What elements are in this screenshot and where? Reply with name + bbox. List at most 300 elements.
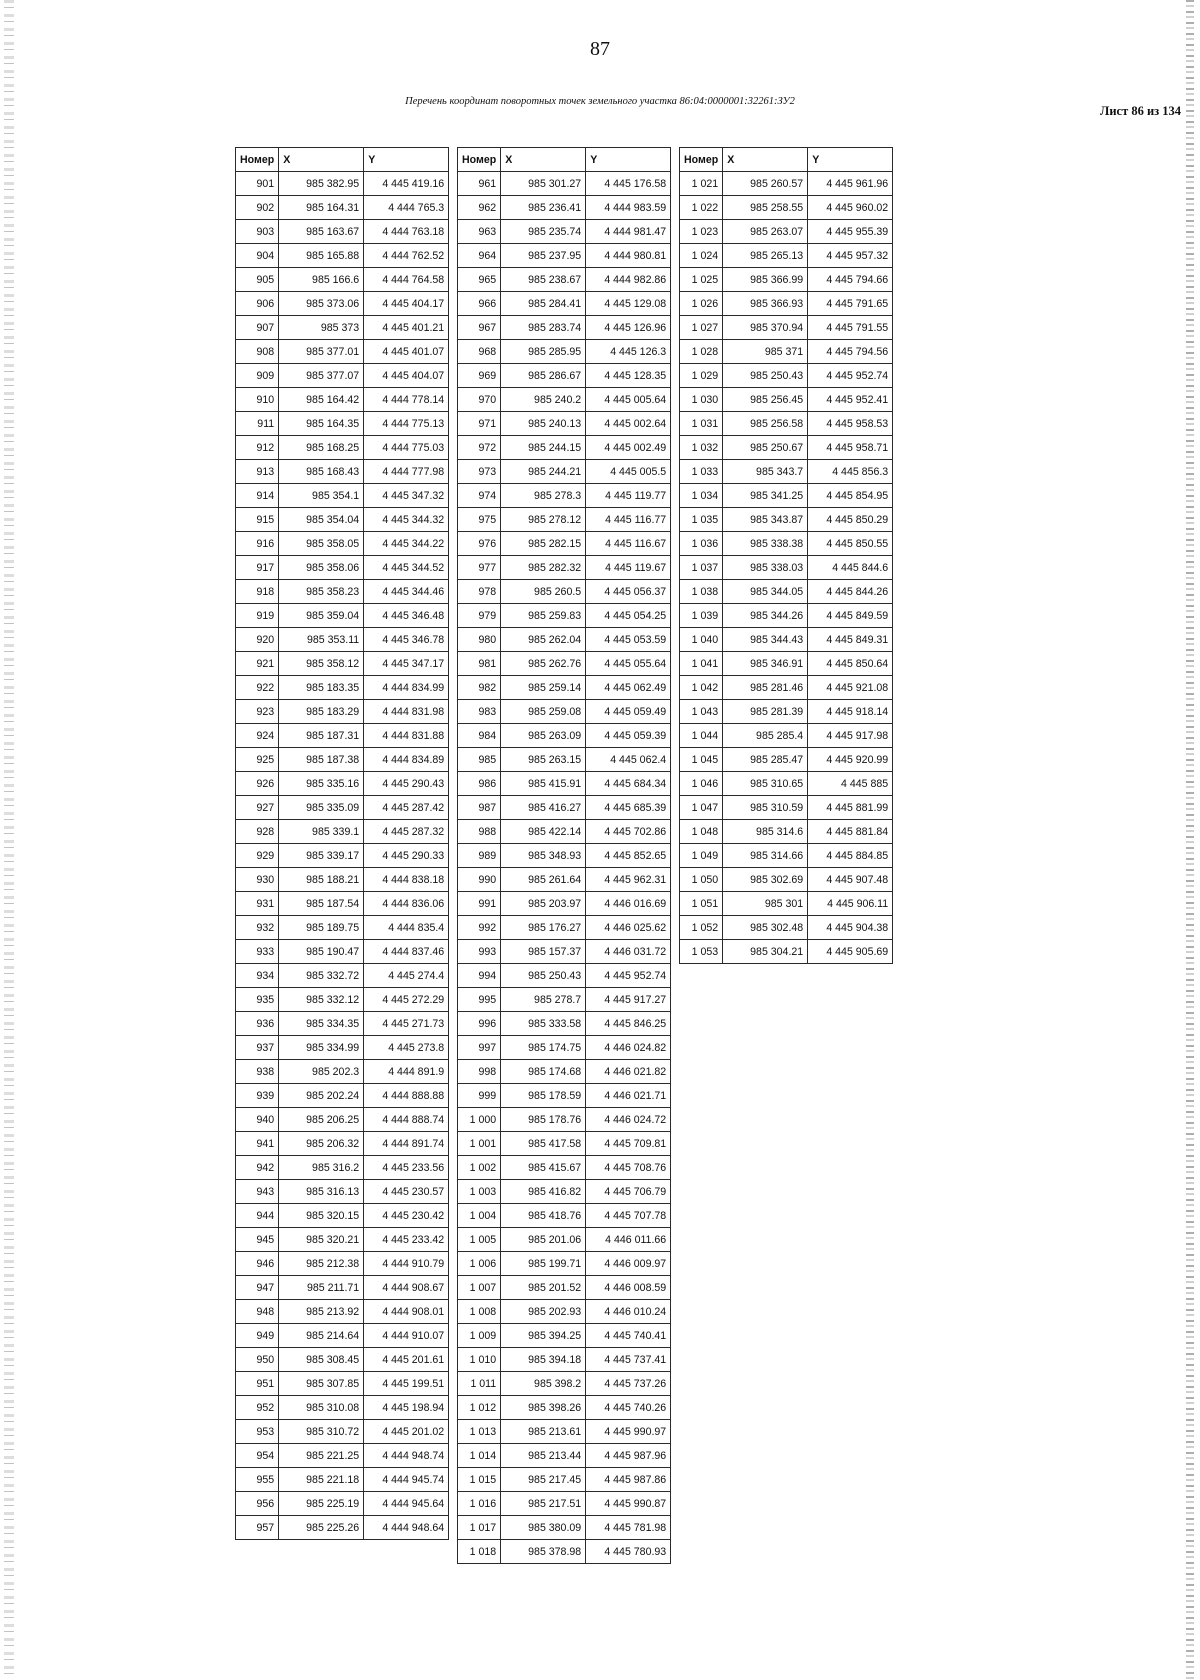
coordinate-y: 4 446 010.24	[586, 1300, 671, 1324]
point-number: 988	[458, 820, 501, 844]
point-number: 916	[236, 532, 279, 556]
point-number: 989	[458, 844, 501, 868]
point-number: 947	[236, 1276, 279, 1300]
table-row	[236, 1324, 449, 1348]
table-row	[680, 748, 893, 772]
coordinate-x: 985 282.32	[501, 556, 586, 580]
coordinate-y: 4 445 881.84	[808, 820, 893, 844]
table-row	[236, 1420, 449, 1444]
coordinate-y: 4 445 287.42	[364, 796, 449, 820]
coordinate-y: 4 445 740.26	[586, 1396, 671, 1420]
point-number: 1 002	[458, 1156, 501, 1180]
table-row	[680, 556, 893, 580]
point-number: 1 023	[680, 220, 723, 244]
point-number: 937	[236, 1036, 279, 1060]
point-number: 997	[458, 1036, 501, 1060]
table-row	[236, 796, 449, 820]
point-number: 911	[236, 412, 279, 436]
table-row	[680, 628, 893, 652]
coordinate-y: 4 445 290.43	[364, 772, 449, 796]
coordinate-y: 4 445 053.59	[586, 628, 671, 652]
coordinate-x: 985 236.41	[501, 196, 586, 220]
coordinate-y: 4 445 198.94	[364, 1396, 449, 1420]
table-row	[236, 1396, 449, 1420]
table-row	[458, 364, 671, 388]
coordinate-x: 985 353.11	[279, 628, 364, 652]
coordinate-x: 985 354.04	[279, 508, 364, 532]
coordinate-y: 4 445 059.39	[586, 724, 671, 748]
coordinate-y: 4 445 907.48	[808, 868, 893, 892]
coordinate-x: 985 302.69	[723, 868, 808, 892]
coordinate-x: 985 203.97	[501, 892, 586, 916]
point-number: 1 017	[458, 1516, 501, 1540]
coordinate-x: 985 201.06	[501, 1228, 586, 1252]
table-row	[458, 508, 671, 532]
table-row	[236, 1036, 449, 1060]
coordinate-x: 985 189.75	[279, 916, 364, 940]
coordinate-y: 4 445 961.96	[808, 172, 893, 196]
coordinate-y: 4 445 850.29	[808, 508, 893, 532]
coordinate-y: 4 444 765.3	[364, 196, 449, 220]
coordinate-x: 985 333.58	[501, 1012, 586, 1036]
point-number: 954	[236, 1444, 279, 1468]
point-number: 968	[458, 340, 501, 364]
point-number: 1 030	[680, 388, 723, 412]
coordinate-y: 4 445 344.32	[364, 508, 449, 532]
coordinate-y: 4 445 346.78	[364, 628, 449, 652]
coordinate-x: 985 307.85	[279, 1372, 364, 1396]
point-number: 913	[236, 460, 279, 484]
coordinate-y: 4 444 910.07	[364, 1324, 449, 1348]
table-row	[236, 700, 449, 724]
point-number: 939	[236, 1084, 279, 1108]
coordinate-x: 985 380.09	[501, 1516, 586, 1540]
coordinate-y: 4 445 201.61	[364, 1348, 449, 1372]
point-number: 965	[458, 268, 501, 292]
table-row	[680, 292, 893, 316]
coordinate-y: 4 445 344.22	[364, 532, 449, 556]
point-number: 981	[458, 652, 501, 676]
coordinate-y: 4 445 850.55	[808, 532, 893, 556]
page-number: 87	[590, 38, 610, 60]
coordinate-y: 4 444 891.9	[364, 1060, 449, 1084]
coordinate-x: 985 265.13	[723, 244, 808, 268]
point-number: 971	[458, 412, 501, 436]
table-row	[680, 196, 893, 220]
coordinate-y: 4 445 952.74	[808, 364, 893, 388]
table-row	[236, 412, 449, 436]
header-y: Y	[364, 148, 449, 172]
coordinate-y: 4 446 031.72	[586, 940, 671, 964]
coordinate-x: 985 304.21	[723, 940, 808, 964]
coordinate-y: 4 446 024.82	[586, 1036, 671, 1060]
coordinate-x: 985 422.14	[501, 820, 586, 844]
point-number: 933	[236, 940, 279, 964]
point-number: 1 011	[458, 1372, 501, 1396]
document-title: Перечень координат поворотных точек земельного участка 86:04:0000001:32261:ЗУ2	[405, 96, 795, 107]
coordinate-x: 985 310.72	[279, 1420, 364, 1444]
table-row	[458, 412, 671, 436]
point-number: 1 042	[680, 676, 723, 700]
table-row	[236, 1492, 449, 1516]
coordinate-x: 985 244.15	[501, 436, 586, 460]
coordinate-y: 4 446 021.71	[586, 1084, 671, 1108]
coordinate-y: 4 445 273.8	[364, 1036, 449, 1060]
point-number: 998	[458, 1060, 501, 1084]
coordinate-y: 4 444 982.86	[586, 268, 671, 292]
header-y: Y	[808, 148, 893, 172]
point-number: 1 016	[458, 1492, 501, 1516]
coordinate-y: 4 445 272.29	[364, 988, 449, 1012]
coordinate-y: 4 444 981.47	[586, 220, 671, 244]
coordinate-y: 4 445 921.08	[808, 676, 893, 700]
coordinate-y: 4 445 344.52	[364, 556, 449, 580]
table-row	[236, 1132, 449, 1156]
point-number: 915	[236, 508, 279, 532]
point-number: 1 021	[680, 172, 723, 196]
coordinate-x: 985 343.87	[723, 508, 808, 532]
coordinate-y: 4 444 835.4	[364, 916, 449, 940]
coordinate-x: 985 346.91	[723, 652, 808, 676]
table-row	[236, 964, 449, 988]
point-number: 1 025	[680, 268, 723, 292]
point-number: 1 041	[680, 652, 723, 676]
point-number: 1 049	[680, 844, 723, 868]
coordinate-y: 4 445 987.96	[586, 1444, 671, 1468]
coordinate-y: 4 445 404.17	[364, 292, 449, 316]
coordinate-y: 4 445 199.51	[364, 1372, 449, 1396]
table-row	[236, 724, 449, 748]
point-number: 948	[236, 1300, 279, 1324]
point-number: 930	[236, 868, 279, 892]
coordinate-x: 985 373	[279, 316, 364, 340]
coordinate-y: 4 445 230.42	[364, 1204, 449, 1228]
table-row	[458, 1252, 671, 1276]
table-row	[680, 772, 893, 796]
coordinate-x: 985 285.4	[723, 724, 808, 748]
table-row	[458, 1300, 671, 1324]
table-row	[458, 556, 671, 580]
coordinate-x: 985 190.47	[279, 940, 364, 964]
point-number: 907	[236, 316, 279, 340]
coordinate-y: 4 444 891.74	[364, 1132, 449, 1156]
coordinate-x: 985 358.05	[279, 532, 364, 556]
coordinate-x: 985 366.99	[723, 268, 808, 292]
table-row	[236, 172, 449, 196]
coordinate-x: 985 183.29	[279, 700, 364, 724]
coordinate-x: 985 244.21	[501, 460, 586, 484]
coordinate-y: 4 445 737.41	[586, 1348, 671, 1372]
coordinate-y: 4 445 794.56	[808, 340, 893, 364]
point-number: 1 051	[680, 892, 723, 916]
table-row	[236, 1060, 449, 1084]
coordinate-y: 4 444 945.64	[364, 1492, 449, 1516]
point-number: 992	[458, 916, 501, 940]
point-number: 923	[236, 700, 279, 724]
point-number: 905	[236, 268, 279, 292]
coordinate-y: 4 445 844.26	[808, 580, 893, 604]
table-row	[458, 1012, 671, 1036]
coordinate-y: 4 445 958.53	[808, 412, 893, 436]
coordinate-x: 985 259.08	[501, 700, 586, 724]
table-row	[458, 892, 671, 916]
coordinate-y: 4 444 888.74	[364, 1108, 449, 1132]
coordinate-x: 985 202.3	[279, 1060, 364, 1084]
coordinate-x: 985 339.1	[279, 820, 364, 844]
point-number: 940	[236, 1108, 279, 1132]
point-number: 949	[236, 1324, 279, 1348]
table-row	[236, 1276, 449, 1300]
point-number: 901	[236, 172, 279, 196]
point-number: 936	[236, 1012, 279, 1036]
coordinate-y: 4 445 685.39	[586, 796, 671, 820]
point-number: 984	[458, 724, 501, 748]
point-number: 942	[236, 1156, 279, 1180]
coordinate-x: 985 168.25	[279, 436, 364, 460]
point-number: 953	[236, 1420, 279, 1444]
point-number: 903	[236, 220, 279, 244]
point-number: 912	[236, 436, 279, 460]
coordinate-y: 4 445 884.85	[808, 844, 893, 868]
point-number: 929	[236, 844, 279, 868]
table-row	[236, 508, 449, 532]
table-row	[458, 1276, 671, 1300]
table-header-row	[680, 148, 893, 172]
coordinate-x: 985 398.2	[501, 1372, 586, 1396]
point-number: 909	[236, 364, 279, 388]
coordinate-y: 4 444 775.13	[364, 412, 449, 436]
table-header-row	[236, 148, 449, 172]
coordinate-y: 4 445 054.25	[586, 604, 671, 628]
table-row	[680, 436, 893, 460]
table-row	[458, 964, 671, 988]
coordinate-x: 985 212.38	[279, 1252, 364, 1276]
coordinate-y: 4 444 831.88	[364, 724, 449, 748]
point-number: 1 031	[680, 412, 723, 436]
table-row	[680, 172, 893, 196]
table-row	[236, 556, 449, 580]
coordinate-y: 4 445 290.33	[364, 844, 449, 868]
point-number: 1 010	[458, 1348, 501, 1372]
coordinate-x: 985 250.43	[723, 364, 808, 388]
table-row	[458, 724, 671, 748]
coordinate-x: 985 281.39	[723, 700, 808, 724]
coordinate-y: 4 445 737.26	[586, 1372, 671, 1396]
table-row	[680, 484, 893, 508]
coordinate-x: 985 213.44	[501, 1444, 586, 1468]
coordinate-y: 4 445 274.4	[364, 964, 449, 988]
table-row	[236, 1084, 449, 1108]
table-row	[680, 364, 893, 388]
coordinate-x: 985 261.64	[501, 868, 586, 892]
point-number: 987	[458, 796, 501, 820]
coordinate-x: 985 320.21	[279, 1228, 364, 1252]
coordinate-y: 4 445 856.3	[808, 460, 893, 484]
point-number: 1 035	[680, 508, 723, 532]
point-number: 1 044	[680, 724, 723, 748]
header-number: Номер	[680, 148, 723, 172]
coordinate-x: 985 359.04	[279, 604, 364, 628]
coordinate-y: 4 444 836.06	[364, 892, 449, 916]
point-number: 945	[236, 1228, 279, 1252]
coordinate-x: 985 165.88	[279, 244, 364, 268]
point-number: 975	[458, 508, 501, 532]
point-number: 910	[236, 388, 279, 412]
coordinate-x: 985 371	[723, 340, 808, 364]
table-row	[458, 244, 671, 268]
table-row	[458, 772, 671, 796]
point-number: 943	[236, 1180, 279, 1204]
coordinate-y: 4 445 962.31	[586, 868, 671, 892]
table-row	[236, 628, 449, 652]
coordinate-y: 4 445 958.71	[808, 436, 893, 460]
coordinate-x: 985 176.27	[501, 916, 586, 940]
point-number: 938	[236, 1060, 279, 1084]
coordinate-y: 4 444 764.58	[364, 268, 449, 292]
table-row	[458, 1348, 671, 1372]
table-row	[458, 820, 671, 844]
coordinate-x: 985 164.42	[279, 388, 364, 412]
table-row	[680, 316, 893, 340]
coordinate-y: 4 445 881.99	[808, 796, 893, 820]
coordinate-x: 985 240.13	[501, 412, 586, 436]
table-row	[680, 268, 893, 292]
coordinate-x: 985 262.04	[501, 628, 586, 652]
coordinate-y: 4 445 905.69	[808, 940, 893, 964]
table-row	[458, 844, 671, 868]
table-row	[680, 388, 893, 412]
coordinate-y: 4 445 005.5	[586, 460, 671, 484]
point-number: 986	[458, 772, 501, 796]
coordinate-y: 4 445 119.77	[586, 484, 671, 508]
coordinate-x: 985 237.95	[501, 244, 586, 268]
sheet-label: Лист 86 из 134	[1100, 104, 1182, 118]
point-number: 931	[236, 892, 279, 916]
table-row	[236, 436, 449, 460]
table-row	[236, 772, 449, 796]
coordinate-x: 985 284.41	[501, 292, 586, 316]
point-number: 934	[236, 964, 279, 988]
coordinate-x: 985 370.94	[723, 316, 808, 340]
table-row	[236, 484, 449, 508]
coordinate-y: 4 445 955.39	[808, 220, 893, 244]
point-number: 1 004	[458, 1204, 501, 1228]
coordinate-x: 985 310.65	[723, 772, 808, 796]
table-row	[458, 1492, 671, 1516]
coordinate-x: 985 164.35	[279, 412, 364, 436]
point-number: 963	[458, 220, 501, 244]
coordinate-x: 985 206.32	[279, 1132, 364, 1156]
table-row	[236, 1012, 449, 1036]
table-row	[458, 988, 671, 1012]
coordinate-y: 4 445 287.32	[364, 820, 449, 844]
point-number: 920	[236, 628, 279, 652]
coordinate-x: 985 394.25	[501, 1324, 586, 1348]
table-row	[680, 700, 893, 724]
table-row	[236, 1180, 449, 1204]
point-number: 976	[458, 532, 501, 556]
point-number: 924	[236, 724, 279, 748]
coordinate-y: 4 446 016.69	[586, 892, 671, 916]
point-number: 1 005	[458, 1228, 501, 1252]
point-number: 921	[236, 652, 279, 676]
coordinate-y: 4 444 834.99	[364, 676, 449, 700]
coordinate-x: 985 240.2	[501, 388, 586, 412]
coordinate-x: 985 416.82	[501, 1180, 586, 1204]
coordinate-y: 4 445 917.27	[586, 988, 671, 1012]
coordinate-x: 985 332.12	[279, 988, 364, 1012]
table-row	[236, 340, 449, 364]
point-number: 1 003	[458, 1180, 501, 1204]
coordinate-x: 985 199.71	[501, 1252, 586, 1276]
coordinate-y: 4 445 987.86	[586, 1468, 671, 1492]
coordinate-x: 985 415.67	[501, 1156, 586, 1180]
coordinate-y: 4 446 024.72	[586, 1108, 671, 1132]
coordinate-y: 4 445 059.49	[586, 700, 671, 724]
coordinate-y: 4 444 834.89	[364, 748, 449, 772]
point-number: 1 022	[680, 196, 723, 220]
coordinate-y: 4 445 684.34	[586, 772, 671, 796]
coordinate-y: 4 445 906.11	[808, 892, 893, 916]
table-row	[680, 844, 893, 868]
table-row	[458, 652, 671, 676]
coordinate-y: 4 445 116.67	[586, 532, 671, 556]
point-number: 906	[236, 292, 279, 316]
coordinate-y: 4 445 055.64	[586, 652, 671, 676]
coordinate-x: 985 344.05	[723, 580, 808, 604]
coordinate-x: 985 308.45	[279, 1348, 364, 1372]
point-number: 1 007	[458, 1276, 501, 1300]
table-row	[236, 1468, 449, 1492]
coordinate-y: 4 445 854.95	[808, 484, 893, 508]
coordinate-x: 985 157.37	[501, 940, 586, 964]
table-row	[680, 412, 893, 436]
coordinate-x: 985 344.43	[723, 628, 808, 652]
coordinate-y: 4 444 888.88	[364, 1084, 449, 1108]
coordinate-y: 4 444 908.67	[364, 1276, 449, 1300]
table-row	[236, 244, 449, 268]
coordinate-x: 985 235.74	[501, 220, 586, 244]
coordinate-y: 4 445 740.41	[586, 1324, 671, 1348]
table-row	[236, 892, 449, 916]
coordinate-y: 4 444 762.52	[364, 244, 449, 268]
header-y: Y	[586, 148, 671, 172]
coordinate-x: 985 373.06	[279, 292, 364, 316]
coordinate-y: 4 446 025.62	[586, 916, 671, 940]
table-row	[680, 460, 893, 484]
point-number: 955	[236, 1468, 279, 1492]
coordinate-x: 985 258.55	[723, 196, 808, 220]
coordinate-y: 4 445 062.4	[586, 748, 671, 772]
coordinate-x: 985 221.18	[279, 1468, 364, 1492]
table-row	[458, 1036, 671, 1060]
table-row	[458, 676, 671, 700]
table-row	[458, 940, 671, 964]
point-number: 1 033	[680, 460, 723, 484]
table-row	[680, 580, 893, 604]
coordinate-y: 4 445 920.99	[808, 748, 893, 772]
table-row	[680, 820, 893, 844]
point-number: 1 000	[458, 1108, 501, 1132]
point-number: 922	[236, 676, 279, 700]
point-number: 1 045	[680, 748, 723, 772]
coordinate-x: 985 256.58	[723, 412, 808, 436]
point-number: 935	[236, 988, 279, 1012]
coordinate-x: 985 314.66	[723, 844, 808, 868]
coordinate-y: 4 445 129.08	[586, 292, 671, 316]
table-row	[236, 1372, 449, 1396]
table-row	[236, 916, 449, 940]
